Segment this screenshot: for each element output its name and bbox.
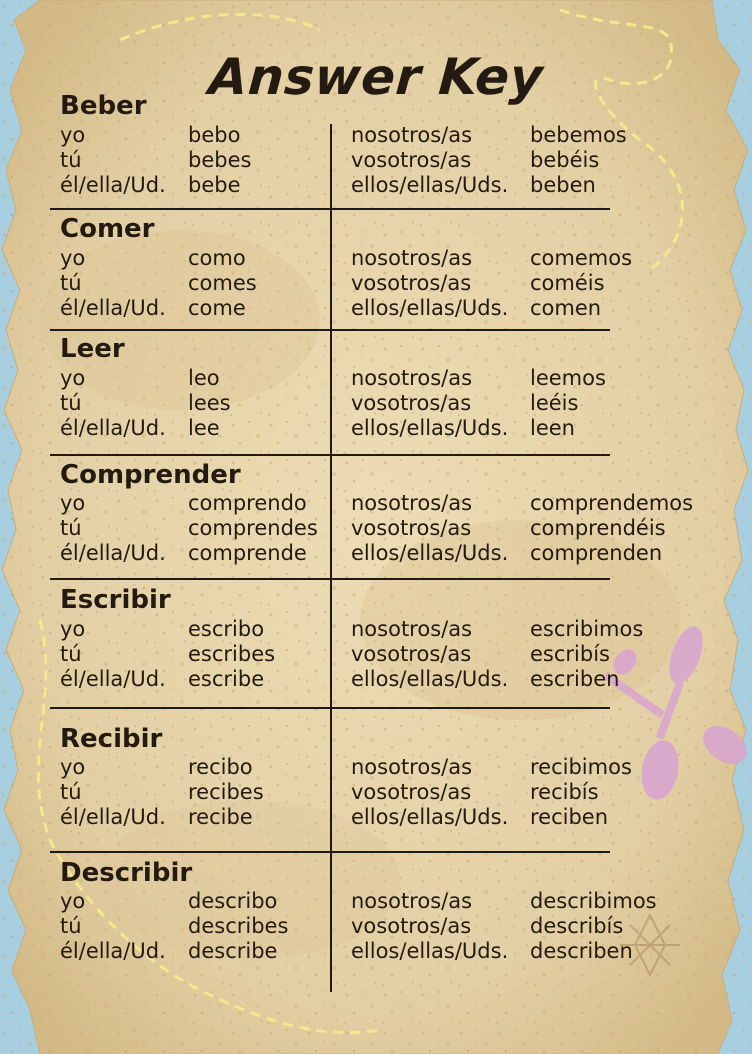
verb-heading: Comprender: [60, 460, 241, 490]
verb-form-singular: lee: [188, 416, 220, 440]
verb-form-plural: reciben: [530, 805, 609, 829]
pronoun-singular: yo: [60, 617, 86, 641]
pronoun-singular: tú: [60, 148, 82, 172]
pronoun-singular: yo: [60, 491, 86, 515]
verb-form-plural: recibís: [530, 780, 599, 804]
verb-form-singular: leo: [188, 366, 220, 390]
verb-heading: Leer: [60, 334, 125, 364]
verb-form-singular: come: [188, 296, 246, 320]
pronoun-plural: ellos/ellas/Uds.: [351, 939, 509, 963]
section-divider: [50, 707, 610, 709]
verb-form-plural: leéis: [530, 391, 579, 415]
verb-heading: Describir: [60, 858, 193, 888]
pronoun-plural: nosotros/as: [351, 755, 473, 779]
pronoun-plural: ellos/ellas/Uds.: [351, 173, 509, 197]
verb-form-singular: bebo: [188, 123, 241, 147]
pronoun-singular: él/ella/Ud.: [60, 667, 166, 691]
verb-form-singular: escribes: [188, 642, 276, 666]
verb-form-singular: comprendes: [188, 516, 318, 540]
pronoun-singular: yo: [60, 889, 86, 913]
section-divider: [50, 454, 610, 456]
pronoun-plural: vosotros/as: [351, 642, 472, 666]
section-divider: [50, 851, 610, 853]
pronoun-plural: nosotros/as: [351, 491, 473, 515]
verb-form-singular: comprendo: [188, 491, 307, 515]
verb-form-plural: comprendemos: [530, 491, 694, 515]
pronoun-singular: tú: [60, 391, 82, 415]
verb-heading: Beber: [60, 91, 147, 121]
pronoun-singular: tú: [60, 271, 82, 295]
verb-form-singular: como: [188, 246, 246, 270]
pronoun-plural: vosotros/as: [351, 148, 472, 172]
verb-form-singular: describes: [188, 914, 289, 938]
verb-form-plural: bebemos: [530, 123, 627, 147]
verb-form-singular: lees: [188, 391, 231, 415]
pronoun-singular: él/ella/Ud.: [60, 173, 166, 197]
pronoun-singular: él/ella/Ud.: [60, 805, 166, 829]
page-title: Answer Key: [207, 48, 545, 106]
pronoun-singular: él/ella/Ud.: [60, 416, 166, 440]
verb-form-plural: comprenden: [530, 541, 663, 565]
verb-form-plural: comprendéis: [530, 516, 666, 540]
pronoun-plural: nosotros/as: [351, 246, 473, 270]
verb-form-singular: recibe: [188, 805, 253, 829]
column-divider: [330, 124, 332, 992]
pronoun-singular: tú: [60, 914, 82, 938]
verb-heading: Comer: [60, 214, 155, 244]
verb-form-singular: comprende: [188, 541, 307, 565]
verb-heading: Escribir: [60, 585, 171, 615]
verb-form-plural: bebéis: [530, 148, 600, 172]
pronoun-plural: vosotros/as: [351, 914, 472, 938]
pronoun-singular: tú: [60, 642, 82, 666]
section-divider: [50, 329, 610, 331]
pronoun-singular: tú: [60, 780, 82, 804]
verb-form-singular: comes: [188, 271, 257, 295]
pronoun-plural: nosotros/as: [351, 123, 473, 147]
verb-form-plural: describís: [530, 914, 624, 938]
verb-form-plural: describen: [530, 939, 633, 963]
section-divider: [50, 208, 610, 210]
verb-form-singular: recibes: [188, 780, 264, 804]
pronoun-singular: yo: [60, 366, 86, 390]
section-divider: [50, 578, 610, 580]
verb-form-plural: comemos: [530, 246, 633, 270]
verb-form-singular: describe: [188, 939, 278, 963]
verb-form-singular: describo: [188, 889, 278, 913]
verb-form-plural: escriben: [530, 667, 620, 691]
pronoun-singular: él/ella/Ud.: [60, 541, 166, 565]
verb-form-plural: comen: [530, 296, 602, 320]
verb-form-singular: recibo: [188, 755, 253, 779]
verb-form-plural: describimos: [530, 889, 657, 913]
pronoun-plural: ellos/ellas/Uds.: [351, 541, 509, 565]
pronoun-singular: yo: [60, 755, 86, 779]
verb-form-plural: leemos: [530, 366, 606, 390]
pronoun-singular: él/ella/Ud.: [60, 296, 166, 320]
pronoun-plural: ellos/ellas/Uds.: [351, 805, 509, 829]
verb-form-singular: bebes: [188, 148, 252, 172]
pronoun-singular: él/ella/Ud.: [60, 939, 166, 963]
verb-form-plural: escribimos: [530, 617, 644, 641]
pronoun-plural: vosotros/as: [351, 780, 472, 804]
pronoun-plural: ellos/ellas/Uds.: [351, 667, 509, 691]
pronoun-plural: vosotros/as: [351, 271, 472, 295]
pronoun-singular: yo: [60, 123, 86, 147]
pronoun-plural: nosotros/as: [351, 617, 473, 641]
verb-form-plural: recibimos: [530, 755, 632, 779]
verb-form-plural: coméis: [530, 271, 605, 295]
verb-form-plural: beben: [530, 173, 596, 197]
verb-form-singular: escribe: [188, 667, 265, 691]
pronoun-plural: ellos/ellas/Uds.: [351, 296, 509, 320]
verb-form-plural: escribís: [530, 642, 610, 666]
pronoun-plural: nosotros/as: [351, 366, 473, 390]
pronoun-plural: vosotros/as: [351, 391, 472, 415]
pronoun-plural: vosotros/as: [351, 516, 472, 540]
pronoun-singular: yo: [60, 246, 86, 270]
verb-form-singular: escribo: [188, 617, 265, 641]
pronoun-plural: nosotros/as: [351, 889, 473, 913]
verb-form-plural: leen: [530, 416, 575, 440]
verb-heading: Recibir: [60, 724, 163, 754]
verb-form-singular: bebe: [188, 173, 241, 197]
pronoun-plural: ellos/ellas/Uds.: [351, 416, 509, 440]
pronoun-singular: tú: [60, 516, 82, 540]
